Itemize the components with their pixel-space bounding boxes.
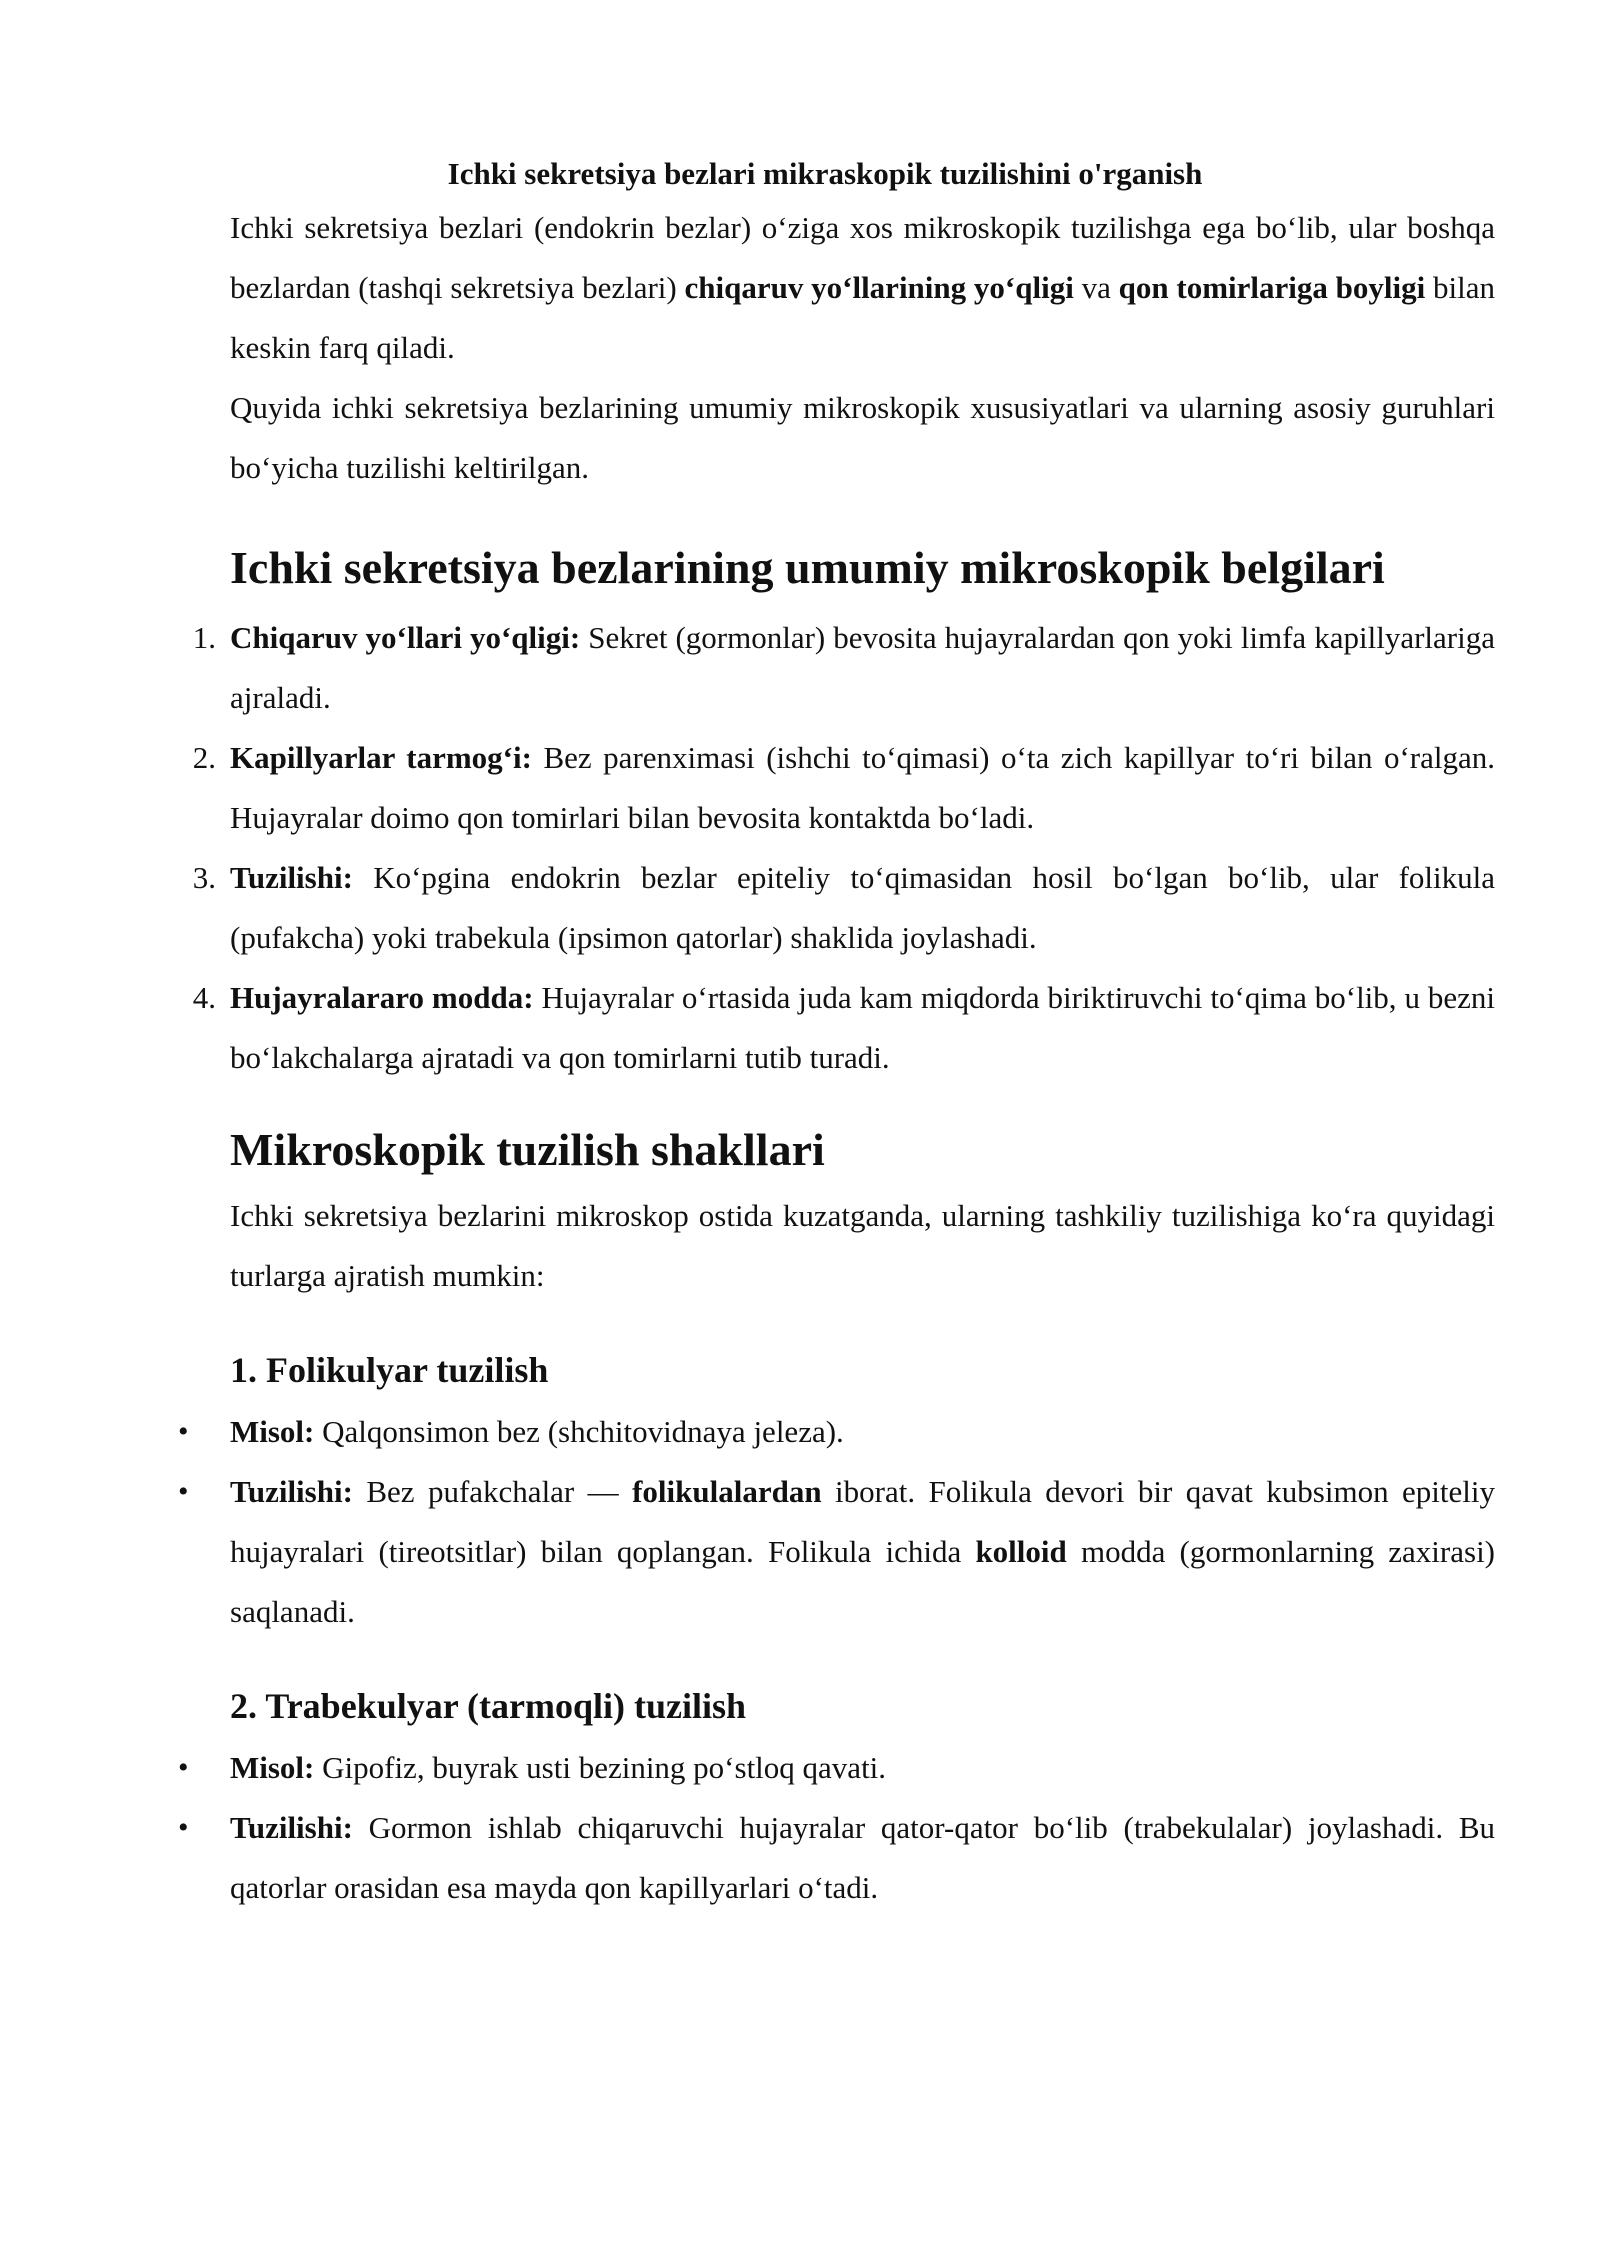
list-item-label: Tuzilishi: bbox=[230, 1474, 353, 1509]
bullet-icon: • bbox=[178, 1415, 189, 1448]
list-item bbox=[178, 1462, 1496, 1642]
list-item-text: Ko‘pgina endokrin bezlar epiteliy to‘qimasidan hosil bo‘lgan bo‘lib, ular folikula (pufakcha) yoki trabekula (ipsimon qatorlar) shaklida joylashadi. bbox=[230, 860, 1495, 955]
list-item bbox=[192, 848, 1495, 968]
bullet-icon: • bbox=[178, 1751, 189, 1784]
list-item bbox=[192, 728, 1495, 848]
list-number: 1. bbox=[192, 620, 216, 655]
intro-bold-2: qon tomirlariga boyligi bbox=[1118, 270, 1426, 305]
list-item bbox=[178, 1738, 1495, 1798]
list-item-text: Bez pufakchalar — bbox=[352, 1474, 633, 1509]
intro-text-1: Ichki sekretsiya bezlari (endokrin bezlar) o‘ziga xos mikroskopik tuzilishga ega bo‘lib, ular boshqa bezlardan (tashqi sekretsiya bezlari) bbox=[230, 210, 1495, 305]
list-number: 2. bbox=[192, 740, 216, 775]
bullet-icon: • bbox=[178, 1811, 189, 1844]
list-item-text: Gormon ishlab chiqaruvchi hujayralar qator-qator bo‘lib (trabekulalar) joylashadi. Bu qatorlar orasidan esa mayda qon kapillyarlari o‘tadi. bbox=[230, 1810, 1495, 1905]
follicular-list bbox=[178, 1402, 1496, 1642]
list-item-label: Misol: bbox=[230, 1750, 315, 1785]
list-item bbox=[178, 1798, 1495, 1918]
list-item-label: Tuzilishi: bbox=[230, 860, 353, 895]
intro-text-2: va bbox=[1073, 270, 1119, 305]
list-item-text: Gipofiz, buyrak usti bezining po‘stloq qavati. bbox=[314, 1750, 887, 1785]
intro-text-3: bilan keskin farq qiladi. bbox=[230, 270, 1495, 365]
list-item-text: iborat. Folikula devori bir qavat kubsimon epiteliy hujayralari (tireotsitlar) bilan qoplangan. Folikula ichida bbox=[230, 1474, 1495, 1569]
list-item bbox=[178, 1402, 1495, 1462]
section-heading-structure-forms: Mikroskopik tuzilish shakllari bbox=[230, 1124, 825, 1175]
intro-paragraph-2: Quyida ichki sekretsiya bezlarining umumiy mikroskopik xususiyatlari va ularning asosiy guruhlari bo‘yicha tuzilishi keltirilgan. bbox=[230, 390, 1495, 485]
list-item-text: Bez parenximasi (ishchi to‘qimasi) o‘ta zich kapillyar to‘ri bilan o‘ralgan. Hujayralar doimo qon tomirlari bilan bevosita kontaktda bo‘ladi. bbox=[230, 740, 1495, 835]
list-item-label: Hujayralararo modda: bbox=[230, 980, 534, 1015]
intro-bold-1: chiqaruv yo‘llarining yo‘qligi bbox=[684, 270, 1074, 305]
list-item-bold: kolloid bbox=[975, 1534, 1067, 1569]
section-heading-general-features: Ichki sekretsiya bezlarining umumiy mikroskopik belgilari bbox=[230, 542, 1385, 593]
structure-forms-intro: Ichki sekretsiya bezlarini mikroskop ostida kuzatganda, ularning tashkiliy tuzilishiga ko‘ra quyidagi turlarga ajratish mumkin: bbox=[230, 1198, 1495, 1293]
subheading-trabecular: 2. Trabekulyar (tarmoqli) tuzilish bbox=[230, 1686, 747, 1726]
list-item-text: Hujayralar o‘rtasida juda kam miqdorda biriktiruvchi to‘qima bo‘lib, u bezni bo‘lakchalarga ajratadi va qon tomirlarni tutib turadi. bbox=[230, 980, 1495, 1075]
list-item bbox=[192, 968, 1495, 1088]
list-item-label: Misol: bbox=[230, 1414, 315, 1449]
list-item-label: Tuzilishi: bbox=[230, 1810, 353, 1845]
general-features-list bbox=[192, 608, 1495, 1088]
list-item-text: modda (gormonlarning zaxirasi) saqlanadi. bbox=[230, 1534, 1496, 1629]
bullet-icon: • bbox=[178, 1475, 189, 1508]
subheading-follicular: 1. Folikulyar tuzilish bbox=[230, 1350, 549, 1390]
trabecular-list bbox=[178, 1738, 1495, 1918]
list-number: 4. bbox=[192, 980, 216, 1015]
list-item bbox=[192, 608, 1495, 728]
list-item-text: Qalqonsimon bez (shchitovidnaya jeleza). bbox=[314, 1414, 844, 1449]
list-item-label: Kapillyarlar tarmog‘i: bbox=[230, 740, 532, 775]
intro-paragraph-1 bbox=[230, 198, 1495, 378]
list-item-bold: folikulalardan bbox=[632, 1474, 822, 1509]
list-item-label: Chiqaruv yo‘llari yo‘qligi: bbox=[230, 620, 581, 655]
document-title: Ichki sekretsiya bezlari mikraskopik tuzilishini o'rganish bbox=[447, 156, 1203, 191]
list-item-text: Sekret (gormonlar) bevosita hujayralardan qon yoki limfa kapillyarlariga ajraladi. bbox=[230, 620, 1495, 715]
list-number: 3. bbox=[192, 860, 216, 895]
